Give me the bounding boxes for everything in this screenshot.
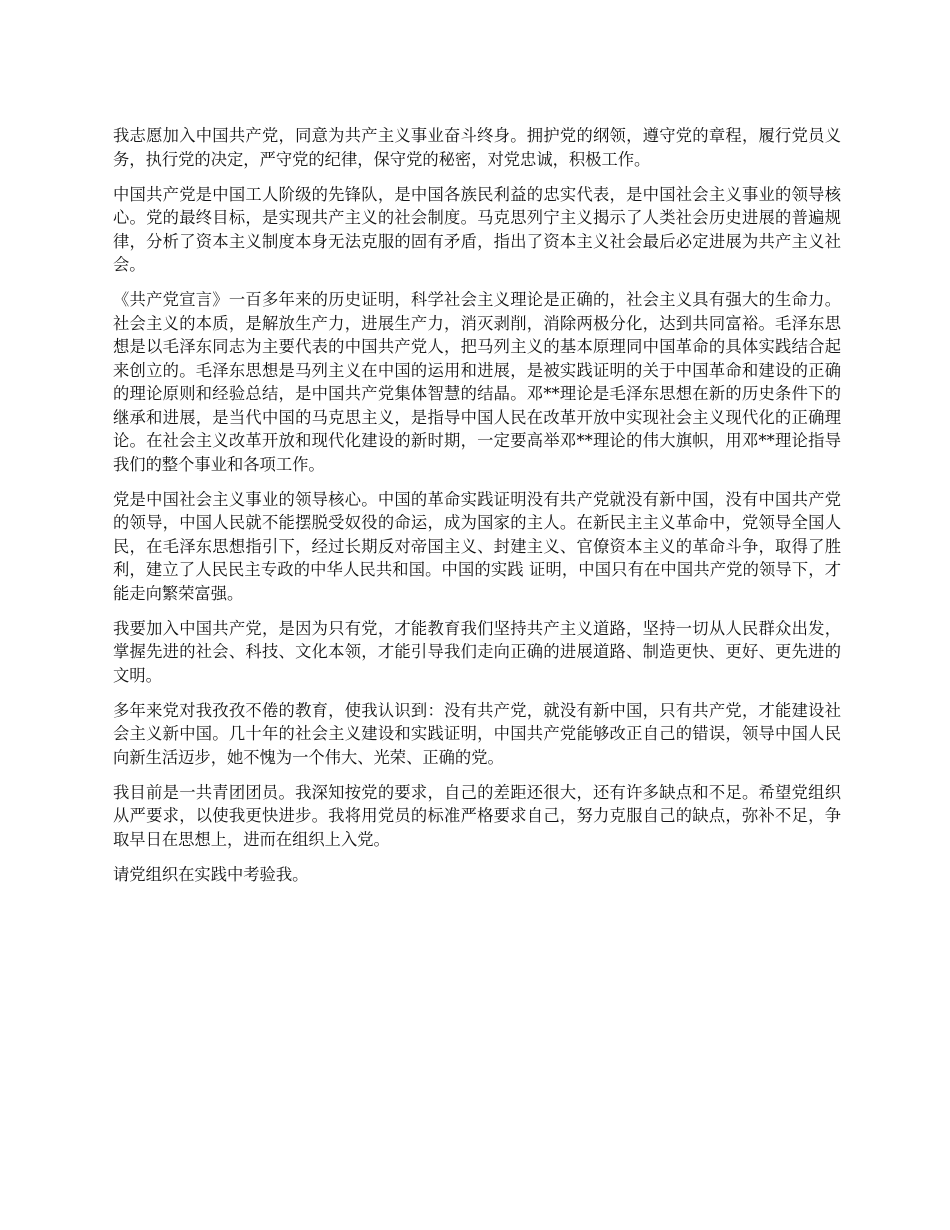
paragraph-5: 我要加入中国共产党，是因为只有党，才能教育我们坚持共产主义道路，坚持一切从人民群众出发，掌握先进的社会、科技、文化本领，才能引导我们走向正确的进展道路、制造更快、更好、更先进的文明。 bbox=[113, 618, 841, 685]
paragraph-3: 《共产党宣言》一百多年来的历史证明，科学社会主义理论是正确的，社会主义具有强大的生命力。社会主义的本质，是解放生产力，进展生产力，消灭剥削，消除两极分化，达到共同富裕。毛泽东思想是以毛泽东同志为主要代表的中国共产党人，把马列主义的基本原理同中国革命的具体实践结合起来创立的。毛泽东思想是马列主义在中国的运用和进展，是被实践证明的关于中国革命和建设的正确的理论原则和经验总结，是中国共产党集体智慧的结晶。邓**理论是毛泽东思想在新的历史条件下的继承和进展，是当代中国的马克思主义，是指导中国人民在改革开放中实现社会主义现代化的正确理论。在社会主义改革开放和现代化建设的新时期，一定要高举邓**理论的伟大旗帜，用邓**理论指导我们的整个事业和各项工作。 bbox=[113, 290, 841, 474]
paragraph-4: 党是中国社会主义事业的领导核心。中国的革命实践证明没有共产党就没有新中国，没有中国共产党的领导，中国人民就不能摆脱受奴役的命运，成为国家的主人。在新民主主义革命中，党领导全国人民，在毛泽东思想指引下，经过长期反对帝国主义、封建主义、官僚资本主义的革命斗争，取得了胜利，建立了人民民主专政的中华人民共和国。中国的实践 证明，中国只有在中国共产党的领导下，才能走向繁荣富强。 bbox=[113, 489, 841, 603]
paragraph-8: 请党组织在实践中考验我。 bbox=[113, 864, 309, 884]
paragraph-6: 多年来党对我孜孜不倦的教育，使我认识到：没有共产党，就没有新中国，只有共产党，才能建设社会主义新中国。几十年的社会主义建设和实践证明，中国共产党能够改正自己的错误，领导中国人民向新生活迈步，她不愧为一个伟大、光荣、正确的党。 bbox=[113, 700, 841, 767]
paragraph-1: 我志愿加入中国共产党，同意为共产主义事业奋斗终身。拥护党的纲领，遵守党的章程，履行党员义务，执行党的决定，严守党的纪律，保守党的秘密，对党忠诚，积极工作。 bbox=[113, 126, 841, 169]
paragraph-2: 中国共产党是中国工人阶级的先锋队，是中国各族民利益的忠实代表，是中国社会主义事业的领导核心。党的最终目标，是实现共产主义的社会制度。马克思列宁主义揭示了人类社会历史进展的普遍规律，分析了资本主义制度本身无法克服的固有矛盾，指出了资本主义社会最后必定进展为共产主义社会。 bbox=[113, 184, 841, 274]
paragraph-7: 我目前是一共青团团员。我深知按党的要求，自己的差距还很大，还有许多缺点和不足。希望党组织从严要求，以使我更快进步。我将用党员的标准严格要求自己，努力克服自己的缺点，弥补不足，争取早日在思想上，进而在组织上入党。 bbox=[113, 782, 841, 849]
document-body bbox=[113, 124, 841, 898]
